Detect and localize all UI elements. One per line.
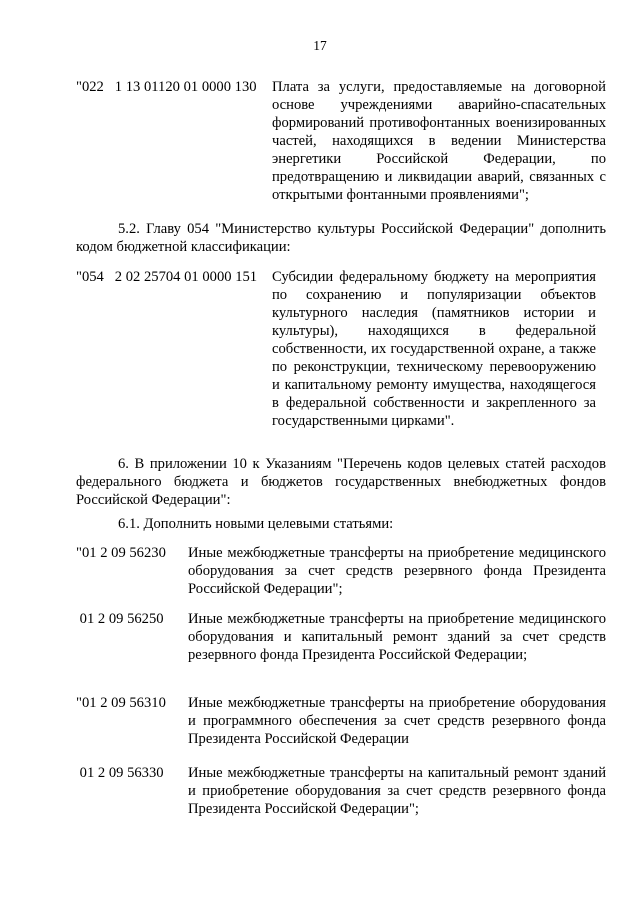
target-code: 01 2 09 56250: [76, 611, 164, 627]
paragraph-6: 6. В приложении 10 к Указаниям "Перечень кодов целевых статей расходов федерального бюджета и бюджетов государственных внебюджетных фондов Российской Федерации":: [76, 456, 606, 508]
target-description: Иные межбюджетные трансферты на приобретение медицинского оборудования и капитальный ремонт зданий за счет средств резервного фонда Президента Российской Федерации;: [188, 611, 606, 663]
paragraph-5-2: 5.2. Главу 054 "Министерство культуры Российской Федерации" дополнить кодом бюджетной классификации:: [76, 221, 606, 255]
budget-code-description: Плата за услуги, предоставляемые на договорной основе учреждениями аварийно-спасательных формирований противофонтанных военизированных частей, находящихся в ведении Министерства энергетики Российской Федерации, по предотвращению и ликвидации аварий, связанных с открытыми фонтанными проявлениями";: [272, 79, 606, 203]
target-code: 01 2 09 56330: [76, 765, 164, 781]
budget-code: "054 2 02 25704 01 0000 151: [76, 269, 258, 285]
target-code: "01 2 09 56230: [76, 545, 166, 561]
page-number: 17: [313, 38, 327, 53]
budget-code: "022 1 13 01120 01 0000 130: [76, 79, 257, 95]
target-description: Иные межбюджетные трансферты на приобретение медицинского оборудования за счет средств резервного фонда Президента Российской Федерации";: [188, 545, 606, 597]
target-description: Иные межбюджетные трансферты на приобретение оборудования и программного обеспечения за счет средств резервного фонда Президента Российской Федерации: [188, 695, 606, 747]
target-code: "01 2 09 56310: [76, 695, 166, 711]
paragraph-6-1: 6.1. Дополнить новыми целевыми статьями:: [118, 516, 394, 532]
target-description: Иные межбюджетные трансферты на капитальный ремонт зданий и приобретение оборудования за счет средств резервного фонда Президента Российской Федерации";: [188, 765, 606, 817]
budget-code-description: Субсидии федеральному бюджету на мероприятия по сохранению и популяризации объектов культурного наследия (памятников истории и культуры), находящихся в федеральной собственности, их государственной охране, а также по реконструкции, техническому перевооружению и капитальному ремонту имущества, находящегося в федеральной собственности и закрепленного за государственными цирками".: [272, 269, 596, 429]
